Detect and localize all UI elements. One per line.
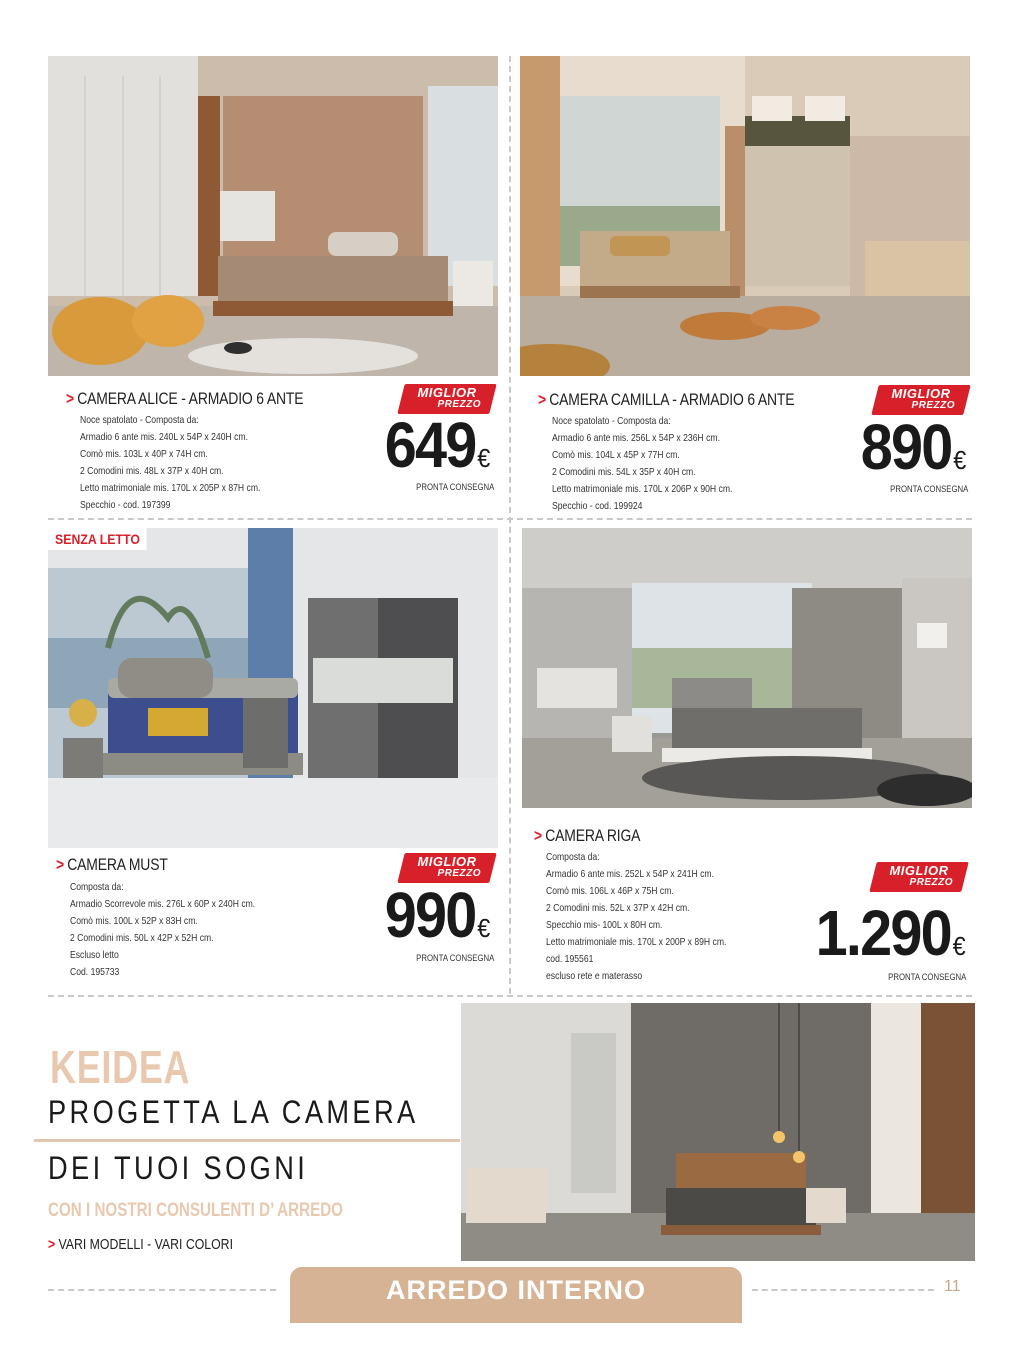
spec-line: 2 Comodini mis. 50L x 42P x 52H cm. xyxy=(70,932,214,944)
product-title xyxy=(66,389,303,409)
product-title xyxy=(534,826,640,846)
badge-line1: MIGLIOR xyxy=(891,386,951,401)
currency-symbol: € xyxy=(476,913,490,943)
keidea-brand: KEIDEA xyxy=(50,1041,191,1093)
price xyxy=(860,410,966,484)
spec-line: escluso rete e materasso xyxy=(546,970,643,982)
spec-line: Letto matrimoniale mis. 170L x 200P x 89H cm. xyxy=(546,936,727,948)
price-value: 1.290 xyxy=(816,897,952,969)
spec-line: Armadio Scorrevole mis. 276L x 60P x 240H cm. xyxy=(70,898,256,910)
spec-line: Escluso letto xyxy=(70,949,119,961)
spec-line: Cod. 195733 xyxy=(70,966,120,978)
badge-line2: PREZZO xyxy=(437,399,481,410)
badge-line2: PREZZO xyxy=(909,877,953,888)
currency-symbol: € xyxy=(952,445,966,475)
spec-line: Composta da: xyxy=(70,881,124,893)
spec-line: 2 Comodini mis. 52L x 37P x 42H cm. xyxy=(546,902,690,914)
spec-line: 2 Comodini mis. 48L x 37P x 40H cm. xyxy=(80,465,224,477)
best-price-badge xyxy=(873,862,965,892)
badge-line2: PREZZO xyxy=(437,868,481,879)
badge-line1: MIGLIOR xyxy=(417,385,477,400)
spec-line: Specchio mis- 100L x 80H cm. xyxy=(546,919,663,931)
price-value: 890 xyxy=(860,411,952,483)
badge-line2: PREZZO xyxy=(911,400,955,411)
arrow-right-icon: > xyxy=(66,389,74,408)
spec-line: Armadio 6 ante mis. 252L x 54P x 241H cm. xyxy=(546,868,714,880)
separator xyxy=(48,995,972,997)
spec-line: Specchio - cod. 199924 xyxy=(552,500,643,512)
badge-line1: MIGLIOR xyxy=(417,854,477,869)
footer-rule-right xyxy=(752,1289,934,1291)
currency-symbol: € xyxy=(476,443,490,473)
currency-symbol: € xyxy=(952,931,966,961)
product-specs xyxy=(70,879,255,981)
spec-line: Comò mis. 103L x 40P x 74H cm. xyxy=(80,448,208,460)
spec-line: Specchio - cod. 197399 xyxy=(80,499,171,511)
product-specs xyxy=(80,412,260,514)
product-title xyxy=(56,855,168,875)
delivery-note: PRONTA CONSEGNA xyxy=(415,482,494,493)
price xyxy=(816,896,966,970)
delivery-note: PRONTA CONSEGNA xyxy=(887,972,966,983)
price xyxy=(384,878,490,952)
spec-line: Noce spatolato - Composta da: xyxy=(552,415,671,427)
keidea-divider xyxy=(34,1139,460,1142)
product-title xyxy=(538,390,794,410)
spec-line: Armadio 6 ante mis. 256L x 54P x 236H cm. xyxy=(552,432,720,444)
spec-line: cod. 195561 xyxy=(546,953,594,965)
no-bed-ribbon: SENZA LETTO xyxy=(48,528,147,550)
page-number: 11 xyxy=(944,1278,961,1295)
spec-line: Armadio 6 ante mis. 240L x 54P x 240H cm. xyxy=(80,431,248,443)
spec-line: Comò mis. 106L x 46P x 75H cm. xyxy=(546,885,674,897)
keidea-headline-1: PROGETTA LA CAMERA xyxy=(48,1094,419,1130)
keidea-tagline-text: VARI MODELLI - VARI COLORI xyxy=(58,1236,233,1253)
delivery-note: PRONTA CONSEGNA xyxy=(415,953,494,964)
product-title-text: CAMERA CAMILLA - ARMADIO 6 ANTE xyxy=(549,390,795,409)
product-photo-camilla xyxy=(520,56,970,376)
keidea-room-photo xyxy=(461,1003,975,1261)
section-label: ARREDO INTERNO xyxy=(385,1275,646,1305)
keidea-tagline xyxy=(48,1236,233,1253)
price-value: 649 xyxy=(384,409,476,481)
product-title-text: CAMERA ALICE - ARMADIO 6 ANTE xyxy=(77,389,304,408)
delivery-note: PRONTA CONSEGNA xyxy=(889,484,968,495)
product-specs xyxy=(552,413,732,515)
arrow-right-icon: > xyxy=(56,855,64,874)
price-value: 990 xyxy=(384,879,476,951)
spec-line: 2 Comodini mis. 54L x 35P x 40H cm. xyxy=(552,466,696,478)
footer-rule-left xyxy=(48,1289,276,1291)
price xyxy=(384,408,490,482)
product-title-text: CAMERA RIGA xyxy=(545,826,641,845)
badge-line1: MIGLIOR xyxy=(889,863,949,878)
product-photo-riga xyxy=(522,528,972,808)
product-specs xyxy=(546,849,726,985)
section-tab xyxy=(290,1267,742,1323)
product-photo-must xyxy=(48,528,498,848)
keidea-headline-2: DEI TUOI SOGNI xyxy=(48,1150,309,1186)
arrow-right-icon: > xyxy=(538,390,546,409)
spec-line: Letto matrimoniale mis. 170L x 205P x 87H cm. xyxy=(80,482,261,494)
product-title-text: CAMERA MUST xyxy=(67,855,168,874)
spec-line: Noce spatolato - Composta da: xyxy=(80,414,199,426)
spec-line: Composta da: xyxy=(546,851,600,863)
arrow-right-icon: > xyxy=(48,1236,56,1253)
arrow-right-icon: > xyxy=(534,826,542,845)
keidea-subline: CON I NOSTRI CONSULENTI D’ ARREDO xyxy=(48,1200,344,1221)
product-photo-alice xyxy=(48,56,498,376)
separator xyxy=(509,56,511,994)
spec-line: Letto matrimoniale mis. 170L x 206P x 90H cm. xyxy=(552,483,733,495)
spec-line: Comò mis. 100L x 52P x 83H cm. xyxy=(70,915,198,927)
spec-line: Comò mis. 104L x 45P x 77H cm. xyxy=(552,449,680,461)
